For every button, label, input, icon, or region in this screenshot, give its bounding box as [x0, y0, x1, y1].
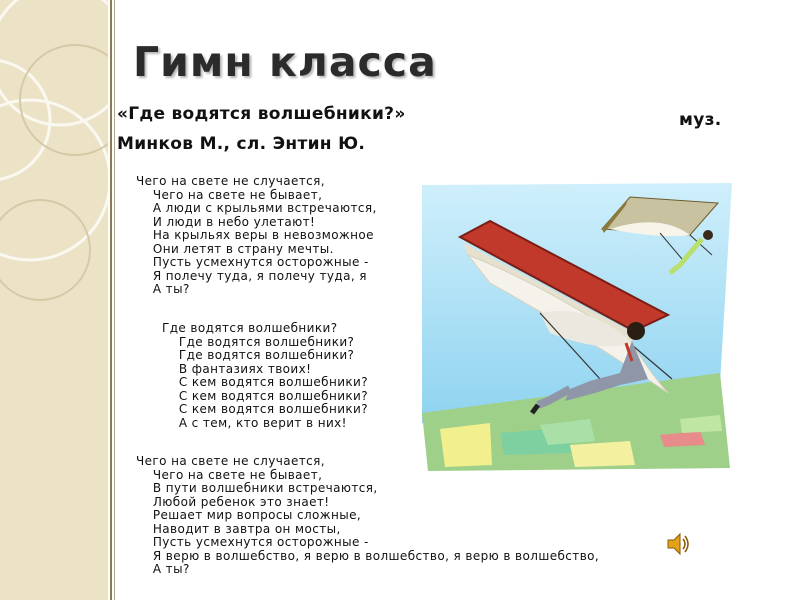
song-authors: Минков М., сл. Энтин Ю.	[117, 134, 366, 154]
flying-books-clipart	[420, 183, 732, 471]
sidebar-divider-line	[114, 0, 115, 600]
speaker-icon[interactable]	[665, 531, 691, 557]
sidebar-divider-line	[110, 0, 112, 600]
verse-2: Чего на свете не случается, Чего на свете не бывает, В пути волшебники встречаются, Любой ребенок это знает! Решает мир вопросы сложные, Наводит в завтра он мосты, Пусть усмехнутся осторожные - Я верю в волшебство, я верю в волшебство, я верю в волшебство, А ты?	[136, 454, 600, 576]
music-credit-label: муз.	[679, 110, 722, 130]
sidebar-circles-pattern	[0, 0, 108, 600]
slide-title: Гимн класса	[133, 38, 437, 86]
decorative-sidebar	[0, 0, 108, 600]
chorus: Где водятся волшебники? Где водятся волшебники? Где водятся волшебники? В фантазиях твоих! С кем водятся волшебники? С кем водятся волшебники? С кем водятся волшебники? А с тем, кто верит в них!	[162, 321, 369, 430]
song-title: «Где водятся волшебники?»	[117, 104, 406, 124]
verse-1: Чего на свете не случается, Чего на свете не бывает, А люди с крыльями встречаются, И люди в небо улетают! На крыльях веры в невозможное Они летят в страну мечты. Пусть усмехнутся осторожные - Я полечу туда, я полечу туда, я А ты?	[136, 175, 377, 296]
